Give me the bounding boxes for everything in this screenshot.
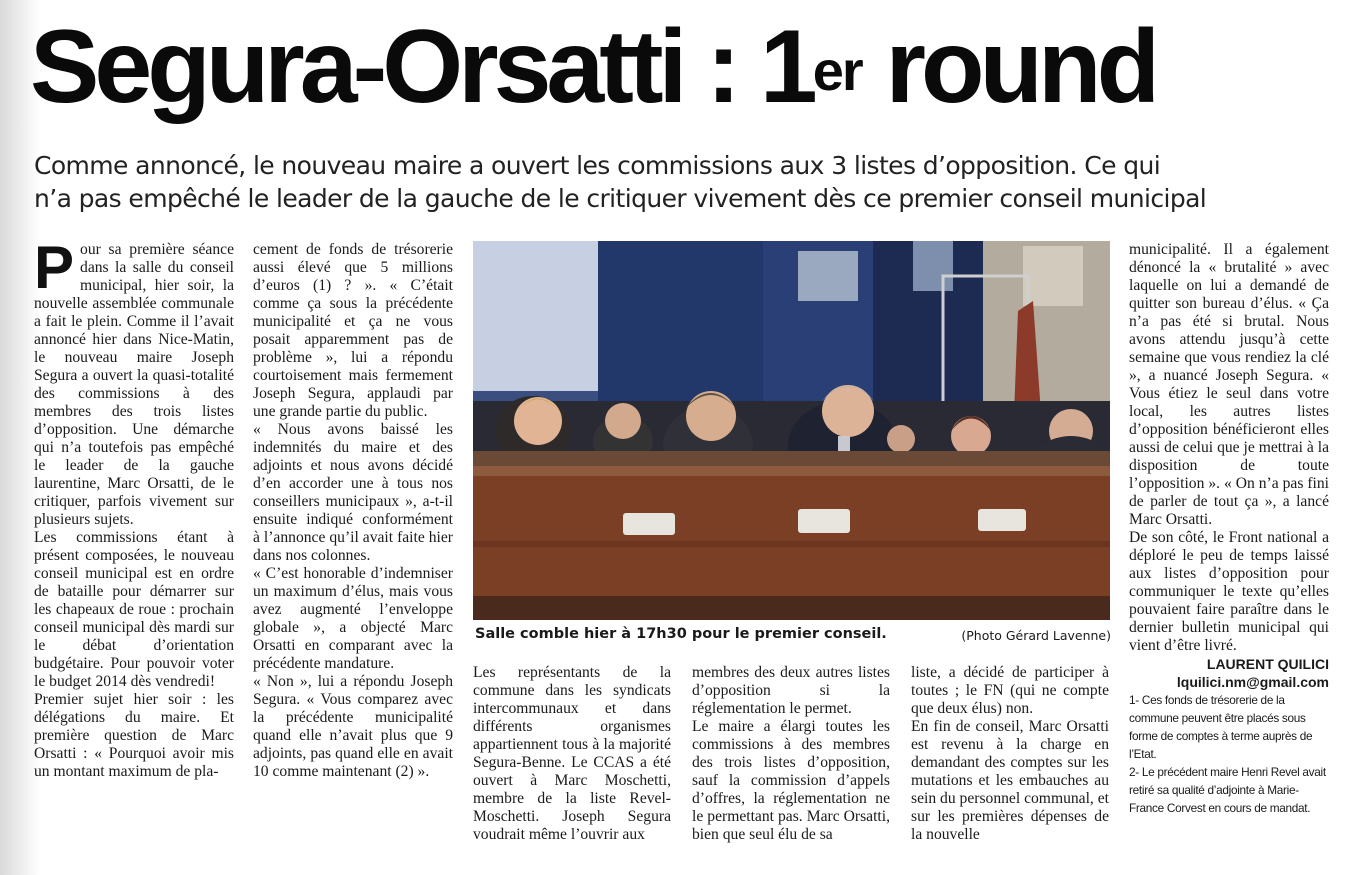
headline-main: Segura-Orsatti : 1 [30,9,813,125]
standfirst-line-2: n’a pas empêché le leader de la gauche de le critiquer vivement dès ce premier conseil municipal [34,184,1207,213]
footnote-2: 2- Le précédent maire Henri Revel avait retiré sa qualité d’adjointe à Marie-France Corvest en cours de mandat. [1129,765,1326,815]
paragraph: « Non », lui a répondu Joseph Segura. « Vous comparez avec la précédente municipalité quand elle n’avait plus que 9 adjoints, pas quand elle en avait 10 comme maintenant (2) ». [253,673,453,780]
paragraph-text: our sa première séance dans la salle du conseil municipal, hier soir, la nouvelle assemblée communale a fait le plein. Comme il l’avait annoncé hier dans Nice-Matin, le nouveau maire Joseph Segura a ouvert la quasi-totalité des commissions à des membres des trois listes d’opposition. Une démarche qui n’a toutefois pas empêché le leader de la gauche laurentine, Marc Orsatti, de le critiquer, parfois vivement sur plusieurs sujets. [34,241,234,528]
standfirst [34,149,1354,215]
author-byline: LAURENT QUILICI [1206,656,1329,672]
paragraph: De son côté, le Front national a déploré le peu de temps laissé aux listes d’opposition pour communiquer le texte qu’elles pouvaient faire paraître dans le dernier bulletin municipal qui vient d’être livré. [1129,529,1329,654]
paragraph: membres des deux autres listes d’opposition si la réglementation le permet. [692,664,890,717]
headline-superscript: er [812,39,862,102]
paragraph: « C’est honorable d’indemniser un maximum d’élus, mais vous avez augmenté l’enveloppe globale », a objecté Marc Orsatti en comparant avec la précédente mandature. [253,565,453,672]
paragraph: « Nous avons baissé les indemnités du maire et des adjoints et nous avons décidé d’en accorder une à tous nos conseillers municipaux », a-t-il ensuite indiqué conformément à l’annonce qu’il avait faite hier dans nos colonnes. [253,421,453,564]
standfirst-line-1: Comme annoncé, le nouveau maire a ouvert les commissions aux 3 listes d’opposition. Ce qui [34,151,1161,180]
column-1 [34,234,234,781]
author-email: lquilici.nm@gmail.com [1176,674,1329,690]
paragraph: Les commissions étant à présent composées, le nouveau conseil municipal est en ordre de bataille pour démarrer sur les chapeaux de roue : prochain conseil municipal dès mardi sur le débat d’orientation budgétaire. Pour pouvoir voter le budget 2014 dès vendredi! [34,529,234,690]
photo-credit: (Photo Gérard Lavenne) [961,628,1111,643]
column-4 [692,664,890,844]
column-6 [1129,241,1329,817]
paragraph: En fin de conseil, Marc Orsatti est revenu à la charge en demandant des comptes sur les mutations et les embauches au sein du personnel communal, et sur les premières dépenses de la nouvelle [911,718,1109,843]
paragraph: Premier sujet hier soir : les délégations du maire. Et première question de Marc Orsatti : « Pourquoi avoir mis un montant maximum de pla- [34,691,234,780]
paragraph: liste, a décidé de participer à toutes ; le FN (qui ne compte que deux élus) non. [911,664,1109,717]
headline [30,8,1350,126]
paragraph: Le maire a élargi toutes les commissions à des membres des trois listes d’opposition, sauf la commission d’appels d’offres, la réglementation ne le permettant pas. Marc Orsatti, bien que seul élu de sa [692,718,890,843]
column-3 [473,664,671,844]
caption-text: Salle comble hier à 17h30 pour le premier conseil. [475,626,887,642]
paragraph: municipalité. Il a également dénoncé la « brutalité » avec laquelle on lui a demandé de quitter son bureau d’élus. « Ça n’a pas été si brutal. Nous avons attendu jusqu’à cette semaine que vous rendiez la clé », a nuancé Joseph Segura. « Vous étiez le seul dans votre local, les autres listes d’opposition bénéficieront elles aussi de celui que je mettrai à la disposition de toute l’opposition ». « On n’a pas fini de parler de tout ça », a lancé Marc Orsatti. [1129,241,1329,528]
footnote-1: 1- Ces fonds de trésorerie de la commune peuvent être placés sous forme de comptes à terme auprès de l’Etat. [1129,693,1313,761]
council-photo [473,241,1110,620]
column-2 [253,241,453,781]
drop-cap: P [34,234,75,301]
paragraph: Les représentants de la commune dans les syndicats intercommunaux et dans différents organismes appartiennent tous à la majorité Segura-Benne. Le CCAS a été ouvert à Marc Moschetti, membre de la liste Revel-Moschetti. Joseph Segura voudrait même l’ouvrir aux [473,664,671,843]
paragraph: cement de fonds de trésorerie aussi élevé que 5 millions d’euros (1) ? ». « C’était comme ça sous la précédente municipalité et ça ne vous posait apparemment pas de problème », lui a répondu courtoisement mais fermement Joseph Segura, applaudi par une grande partie du public. [253,241,453,420]
headline-end: round [861,9,1156,125]
photo-caption [475,624,1111,646]
column-5 [911,664,1109,844]
council-meeting-image [473,241,1110,620]
paragraph [34,234,234,529]
